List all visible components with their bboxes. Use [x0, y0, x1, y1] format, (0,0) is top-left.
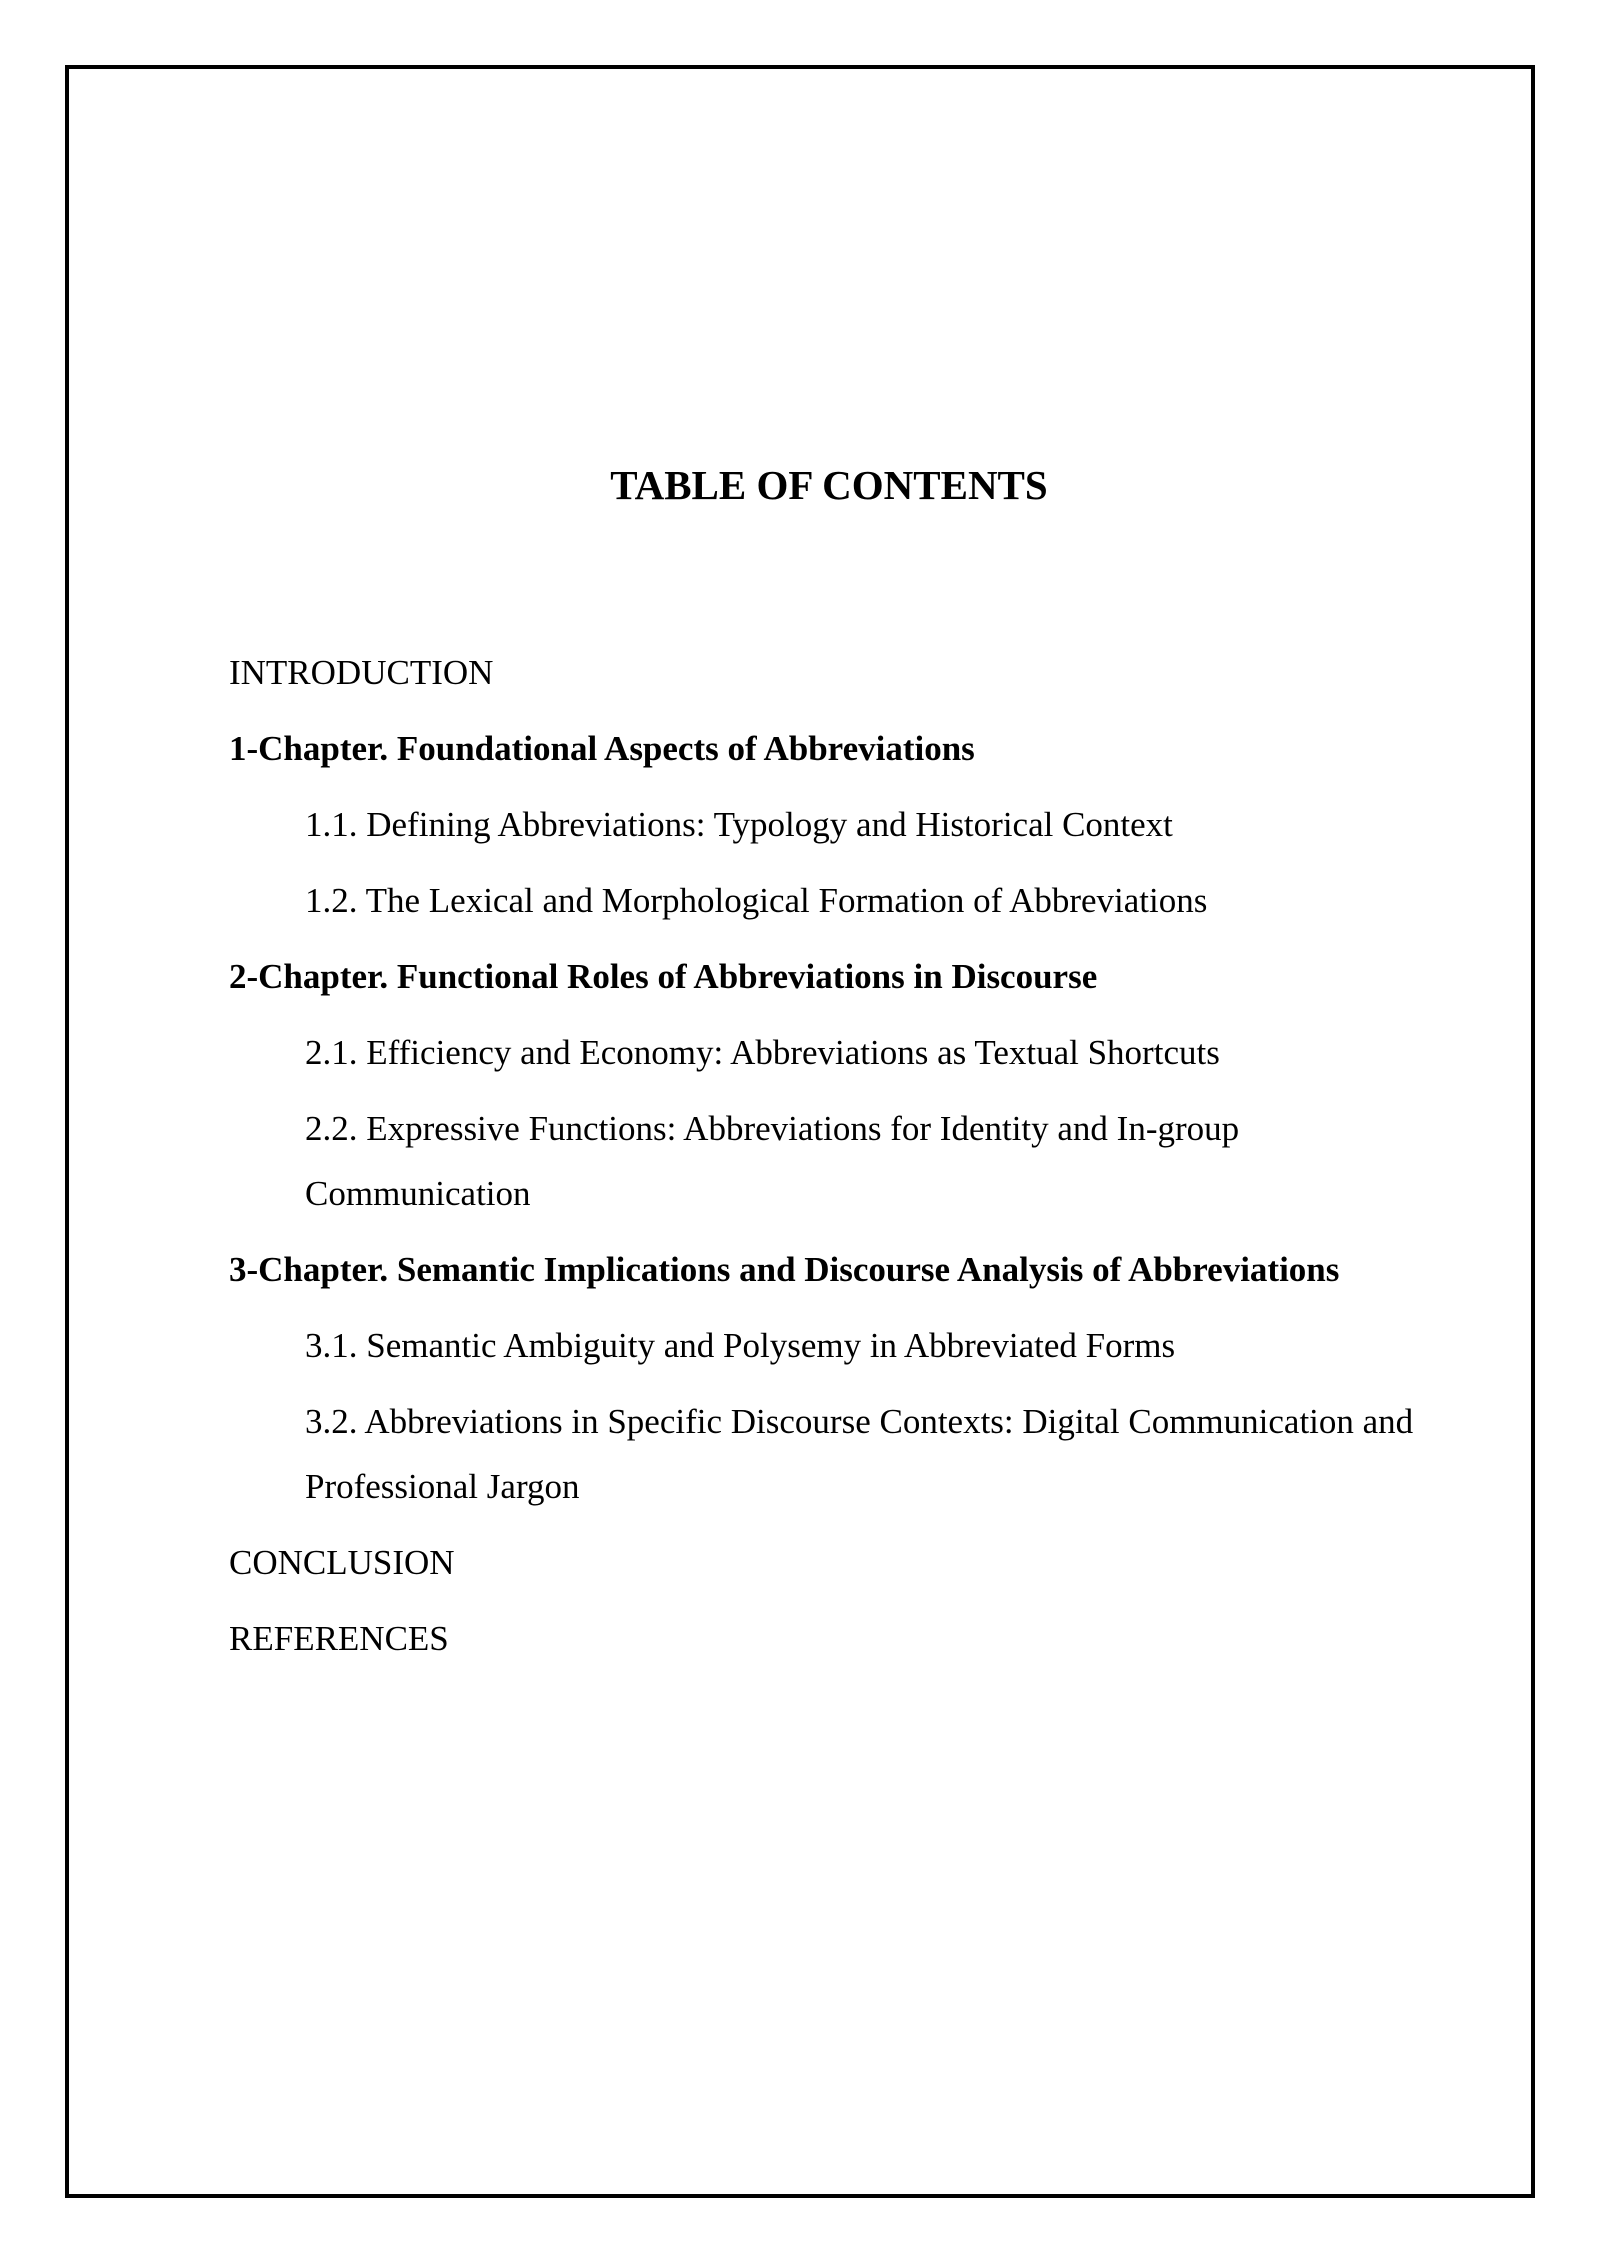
toc-title: TABLE OF CONTENTS — [610, 462, 1048, 508]
toc-entry-section-1-2: 1.2. The Lexical and Morphological Formation of Abbreviations — [305, 881, 1208, 920]
toc-entry-section-3-2: 3.2. Abbreviations in Specific Discourse Contexts: Digital Communication and Professional Jargon — [305, 1402, 1414, 1506]
toc-entry-section-3-1: 3.1. Semantic Ambiguity and Polysemy in Abbreviated Forms — [305, 1326, 1176, 1365]
toc-entry-chapter-3: 3-Chapter. Semantic Implications and Discourse Analysis of Abbreviations — [229, 1250, 1340, 1289]
toc-list — [229, 640, 1459, 1682]
toc-entry-conclusion: CONCLUSION — [229, 1543, 455, 1582]
toc-entry-chapter-1: 1-Chapter. Foundational Aspects of Abbreviations — [229, 729, 975, 768]
toc-entry-section-2-2: 2.2. Expressive Functions: Abbreviations for Identity and In-group Communication — [305, 1109, 1240, 1213]
toc-entry-chapter-2: 2-Chapter. Functional Roles of Abbreviations in Discourse — [229, 957, 1098, 996]
toc-entry-section-1-1: 1.1. Defining Abbreviations: Typology and Historical Context — [305, 805, 1173, 844]
toc-entry-introduction: INTRODUCTION — [229, 653, 494, 692]
toc-entry-references: REFERENCES — [229, 1619, 449, 1658]
toc-entry-section-2-1: 2.1. Efficiency and Economy: Abbreviations as Textual Shortcuts — [305, 1033, 1220, 1072]
